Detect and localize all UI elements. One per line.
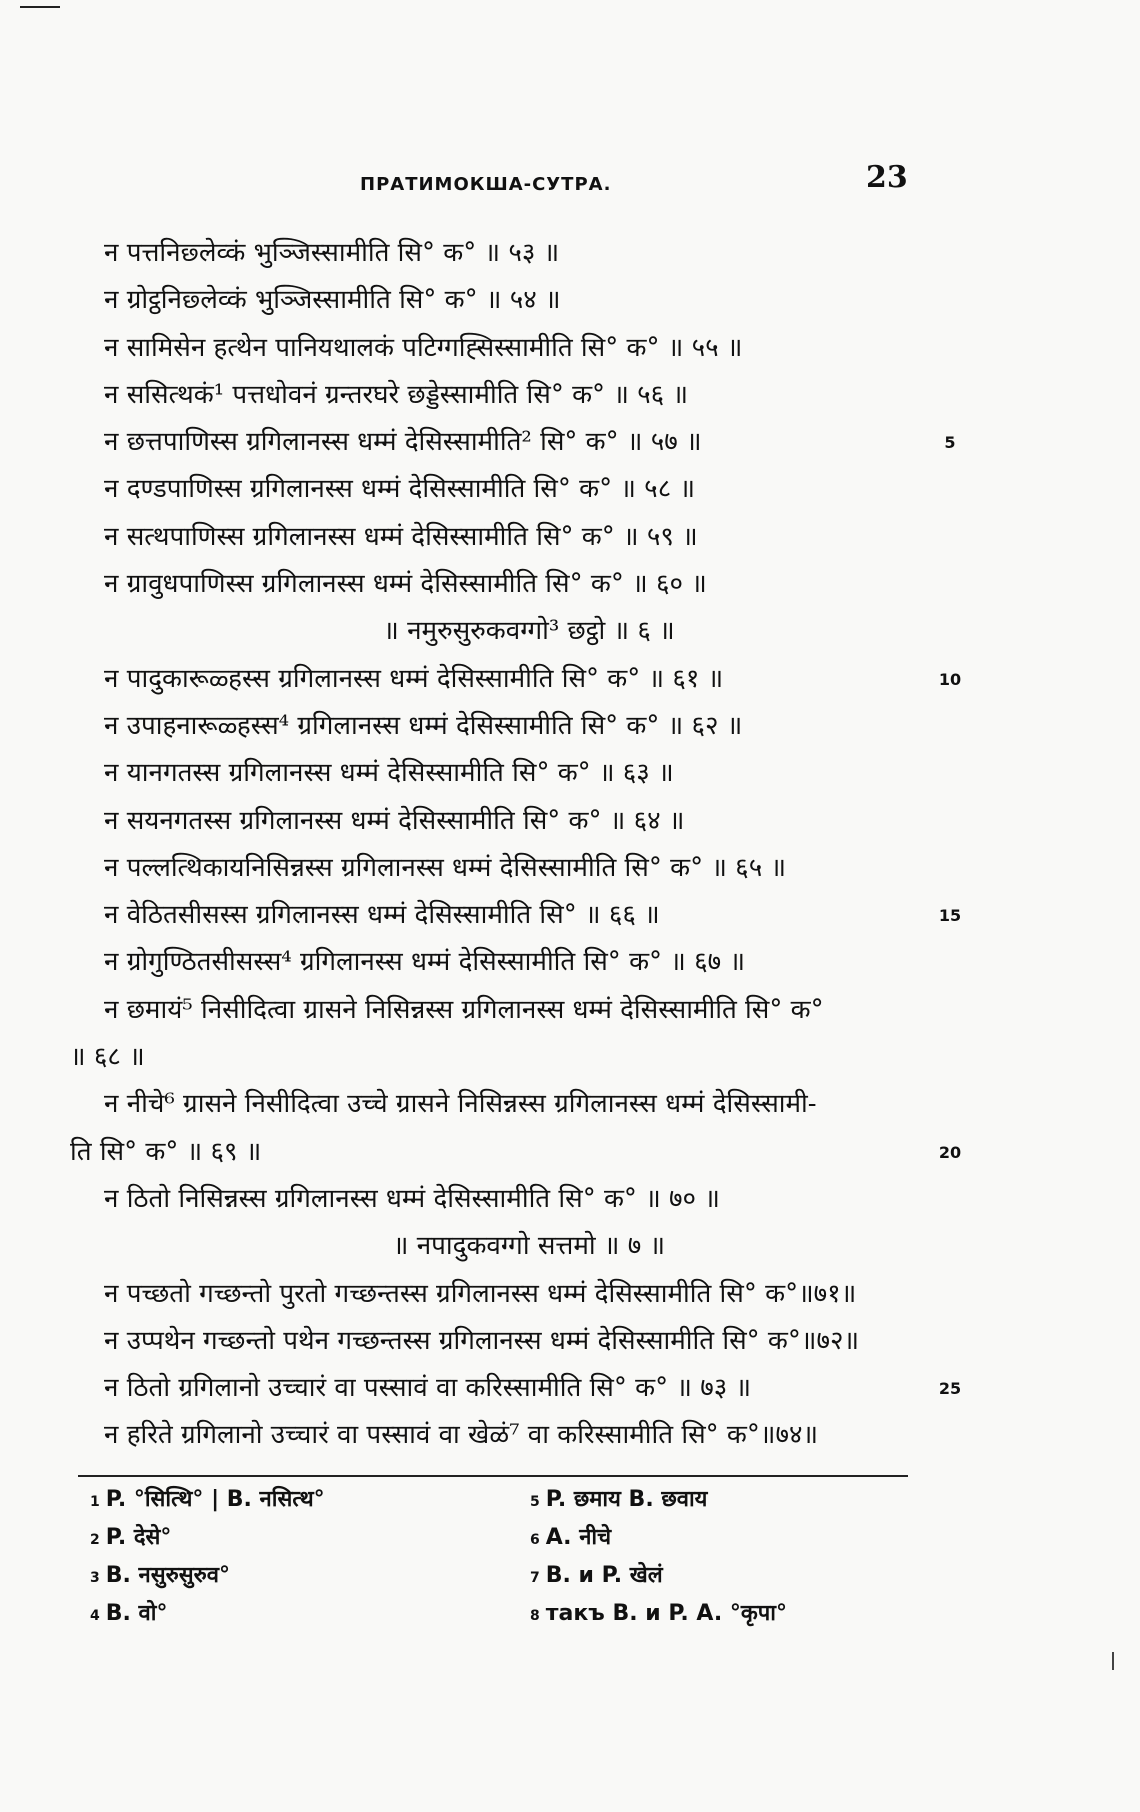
line-number: 25 bbox=[938, 1379, 962, 1399]
main-text bbox=[70, 230, 962, 1460]
line-text: न ग्रोगुण्ठितसीसस्स⁴ ग्रगिलानस्स धम्मं देसिस्सामीति सि° क° ॥ ६७ ॥ bbox=[104, 947, 746, 978]
verse-line bbox=[70, 466, 920, 513]
verse-line bbox=[70, 1365, 962, 1412]
line-text: न ससित्थकं¹ पत्तधोवनं ग्रन्तरघरे छड्डेस्सामीति सि° क° ॥ ५६ ॥ bbox=[104, 379, 689, 410]
verse-line bbox=[70, 703, 920, 750]
line-text: न सयनगतस्स ग्रगिलानस्स धम्मं देसिस्सामीति सि° क° ॥ ६४ ॥ bbox=[104, 805, 685, 836]
footnote: 3 B. नसुरुसुरुव° bbox=[90, 1563, 231, 1588]
line-text: न सामिसेन हत्थेन पानियथालकं पटिग्गह्सिस्सामीति सि° क° ॥ ५५ ॥ bbox=[104, 332, 743, 363]
line-text: न उप्पथेन गच्छन्तो पथेन गच्छन्तस्स ग्रगिलानस्स धम्मं देसिस्सामीति सि° क°॥७२॥ bbox=[104, 1325, 860, 1356]
margin-mark bbox=[1112, 1652, 1114, 1670]
verse-line bbox=[70, 1176, 920, 1223]
line-text: ॥ नपादुकवग्गो सत्तमो ॥ ७ ॥ bbox=[392, 1231, 666, 1262]
line-text: न नीचे⁶ ग्रासने निसीदित्वा उच्चे ग्रासने निसिन्नस्स ग्रगिलानस्स धम्मं देसिस्सामी- bbox=[104, 1089, 817, 1120]
verse-line bbox=[70, 561, 920, 608]
line-text: न ग्रोट्ठनिछ्लेव्कं भुञ्जिस्सामीति सि° क° ॥ ५४ ॥ bbox=[104, 285, 561, 316]
verse-line bbox=[70, 277, 920, 324]
line-text: न छमायं⁵ निसीदित्वा ग्रासने निसिन्नस्स ग्रगिलानस्स धम्मं देसिस्सामीति सि° क° bbox=[104, 994, 824, 1025]
footnote: 6 A. नीचे bbox=[530, 1525, 612, 1550]
verse-line bbox=[70, 939, 920, 986]
line-text: न पच्छतो गच्छन्तो पुरतो गच्छन्तस्स ग्रगिलानस्स धम्मं देसिस्सामीति सि° क°॥७१॥ bbox=[104, 1278, 857, 1309]
line-text: न हरिते ग्रगिलानो उच्चारं वा पस्सावं वा खेळं⁷ वा करिस्सामीति सि° क°॥७४॥ bbox=[104, 1420, 819, 1451]
footnote: 2 P. देसे° bbox=[90, 1525, 172, 1550]
page-corner-mark bbox=[20, 6, 60, 8]
line-text: न पत्तनिछ्लेव्कं भुञ्जिस्सामीति सि° क° ॥ ५३ ॥ bbox=[104, 238, 560, 268]
page-header bbox=[0, 160, 1140, 200]
verse-line bbox=[70, 1081, 920, 1128]
running-head: ПРАТИМОКША-СУТРА. bbox=[360, 174, 612, 195]
verse-line bbox=[70, 1412, 920, 1459]
page-number: 23 bbox=[866, 160, 908, 195]
verse-line bbox=[70, 750, 920, 797]
verse-line bbox=[70, 419, 956, 466]
line-number: 5 bbox=[944, 433, 956, 453]
line-number: 15 bbox=[938, 906, 962, 926]
verse-line bbox=[70, 798, 920, 845]
verse-line bbox=[70, 1034, 920, 1081]
verse-line bbox=[70, 372, 920, 419]
line-text: न पादुकारूळ्हस्स ग्रगिलानस्स धम्मं देसिस्सामीति सि° क° ॥ ६१ ॥ bbox=[104, 663, 724, 694]
verse-line bbox=[70, 656, 962, 703]
line-text: न ग्रावुधपाणिस्स ग्रगिलानस्स धम्मं देसिस्सामीति सि° क° ॥ ६० ॥ bbox=[104, 569, 707, 600]
section-heading bbox=[70, 1223, 920, 1270]
verse-line bbox=[70, 325, 920, 372]
verse-line bbox=[70, 1271, 920, 1318]
line-text: न उपाहनारूळ्हस्स⁴ ग्रगिलानस्स धम्मं देसिस्सामीति सि° क° ॥ ६२ ॥ bbox=[104, 710, 743, 741]
line-text: न दण्डपाणिस्स ग्रगिलानस्स धम्मं देसिस्सामीति सि° क° ॥ ५८ ॥ bbox=[104, 474, 696, 505]
section-heading bbox=[70, 608, 920, 655]
footnote: 8 такъ B. и P. A. °कृपा° bbox=[530, 1601, 787, 1626]
line-text: न ठितो निसिन्नस्स ग्रगिलानस्स धम्मं देसिस्सामीति सि° क° ॥ ७० ॥ bbox=[104, 1183, 720, 1214]
line-text: न वेठितसीसस्स ग्रगिलानस्स धम्मं देसिस्सामीति सि° ॥ ६६ ॥ bbox=[104, 900, 660, 931]
verse-line bbox=[70, 1318, 920, 1365]
verse-line bbox=[70, 1129, 962, 1176]
footnote-rule bbox=[78, 1475, 908, 1477]
line-text: न ठितो ग्रगिलानो उच्चारं वा पस्सावं वा करिस्सामीति सि° क° ॥ ७३ ॥ bbox=[104, 1373, 752, 1404]
footnote: 4 B. वो° bbox=[90, 1601, 168, 1626]
verse-line bbox=[70, 230, 920, 277]
verse-line bbox=[70, 987, 920, 1034]
footnote: 1 P. °सित्थि° | B. नसित्थ° bbox=[90, 1487, 325, 1512]
verse-line bbox=[70, 892, 962, 939]
verse-line bbox=[70, 845, 920, 892]
footnote: 5 P. छमाय B. छवाय bbox=[530, 1487, 708, 1512]
line-text: न पल्लत्थिकायनिसिन्नस्स ग्रगिलानस्स धम्मं देसिस्सामीति सि° क° ॥ ६५ ॥ bbox=[104, 852, 787, 883]
footnote: 7 B. и P. खेलं bbox=[530, 1563, 663, 1588]
line-text: न यानगतस्स ग्रगिलानस्स धम्मं देसिस्सामीति सि° क° ॥ ६३ ॥ bbox=[104, 758, 674, 789]
line-text: न सत्थपाणिस्स ग्रगिलानस्स धम्मं देसिस्सामीति सि° क° ॥ ५९ ॥ bbox=[104, 521, 698, 552]
line-text: ॥ ६८ ॥ bbox=[70, 1042, 145, 1073]
line-text: ॥ नमुरुसुरुकवग्गो³ छट्ठो ॥ ६ ॥ bbox=[383, 616, 675, 647]
line-number: 10 bbox=[938, 669, 962, 689]
line-text: न छत्तपाणिस्स ग्रगिलानस्स धम्मं देसिस्सामीति² सि° क° ॥ ५७ ॥ bbox=[104, 427, 702, 458]
line-number: 20 bbox=[938, 1142, 962, 1162]
verse-line bbox=[70, 514, 920, 561]
line-text: ति सि° क° ॥ ६९ ॥ bbox=[70, 1136, 262, 1167]
